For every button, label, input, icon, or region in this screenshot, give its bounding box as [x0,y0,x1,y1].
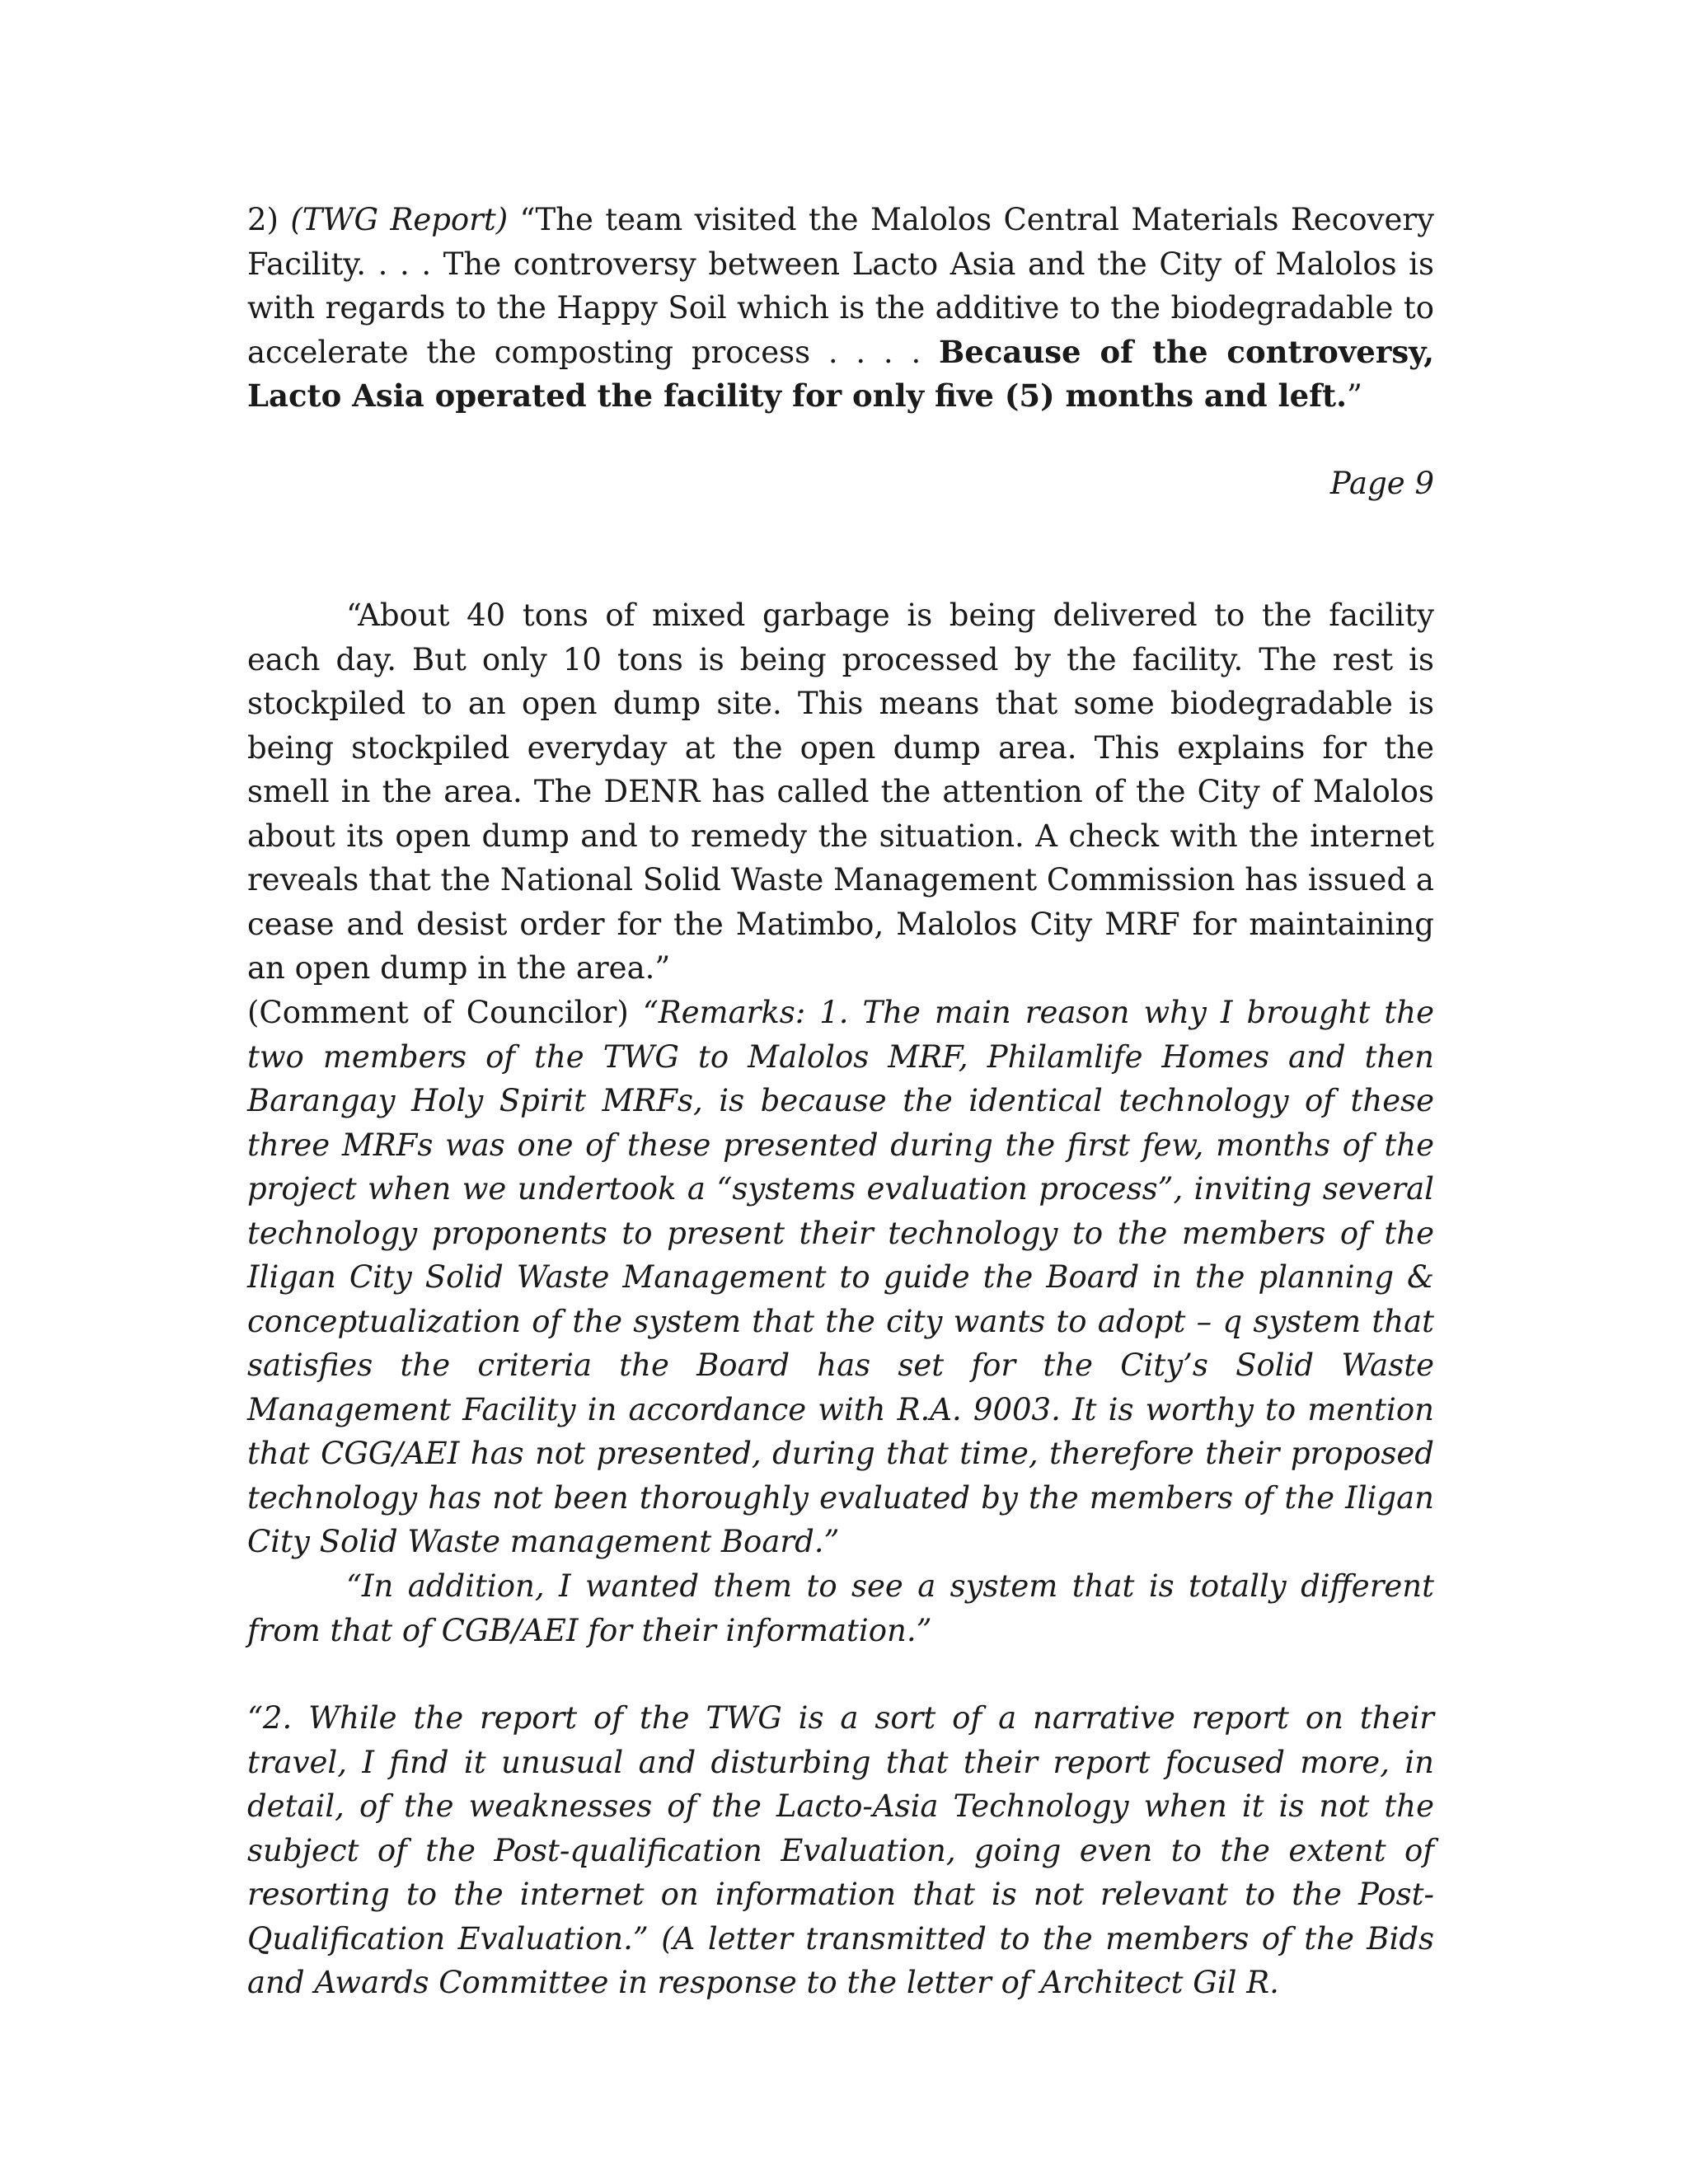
twg-report-label: (TWG Report) [290,202,509,237]
twg-report-quote: “The team visited the Malolos Central Materials Recovery Facility. . . . The controversy between Lacto Asia and the City of Malolos is with regards to the Happy Soil which is the additive to the biodegradable to accelerate the composting process . . . . [247,202,1434,370]
councilor-comment-label: (Comment of Councilor) [247,995,643,1030]
paragraph-twg-report [247,198,1434,419]
twg-report-bold-statement: Because of the controversy, Lacto Asia operated the facility for only five (5) months and left. [247,333,1434,414]
closing-quote: ” [1347,378,1362,414]
paragraph-remark-two: “2. While the report of the TWG is a sort of a narrative report on their travel, I find it unusual and disturbing that their report focused more, in detail, of the weaknesses of the Lacto-Asia Technology when it is not the subject of the Post-qualification Evaluation, going even to the extent of resorting to the internet on information that is not relevant to the Post-Qualification Evaluation.” (A letter transmitted to the members of the Bids and Awards Committee in response to the letter of Architect Gil R. [247,1700,1434,2000]
paragraph-councilor-comment [247,991,1434,1564]
councilor-remarks: “Remarks: 1. The main reason why I brought the two members of the TWG to Malolos MRF, Philamlife Homes and then Barangay Holy Spirit MRFs, is because the identical technology of these three MRFs was one of these presented during the first few, months of the project when we undertook a “systems evaluation process”, inviting several technology proponents to present their technology to the members of the Iligan City Solid Waste Management to guide the Board in the planning & conceptualization of the system that the city wants to adopt – q system that satisfies the criteria the Board has set for the City’s Solid Waste Management Facility in accordance with R.A. 9003. It is worthy to mention that CGG/AEI has not presented, during that time, therefore their proposed technology has not been thoroughly evaluated by the members of the Iligan City Solid Waste management Board.” [247,995,1434,1559]
paragraph-number: 2) [247,202,291,237]
paragraph-in-addition: “In addition, I wanted them to see a system that is totally different from that of CGB/AEI for their information.” [247,1568,1434,1648]
page-number: Page 9 [1329,466,1434,501]
paragraph-garbage-tonnage: “About 40 tons of mixed garbage is being delivered to the facility each day. But only 10 tons is being processed by the facility. The rest is stockpiled to an open dump site. This means that some biodegradable is being stockpiled everyday at the open dump area. This explains for the smell in the area. The DENR has called the attention of the City of Malolos about its open dump and to remedy the situation. A check with the internet reveals that the National Solid Waste Management Commission has issued a cease and desist order for the Matimbo, Malolos City MRF for maintaining an open dump in the area.” [247,598,1434,986]
